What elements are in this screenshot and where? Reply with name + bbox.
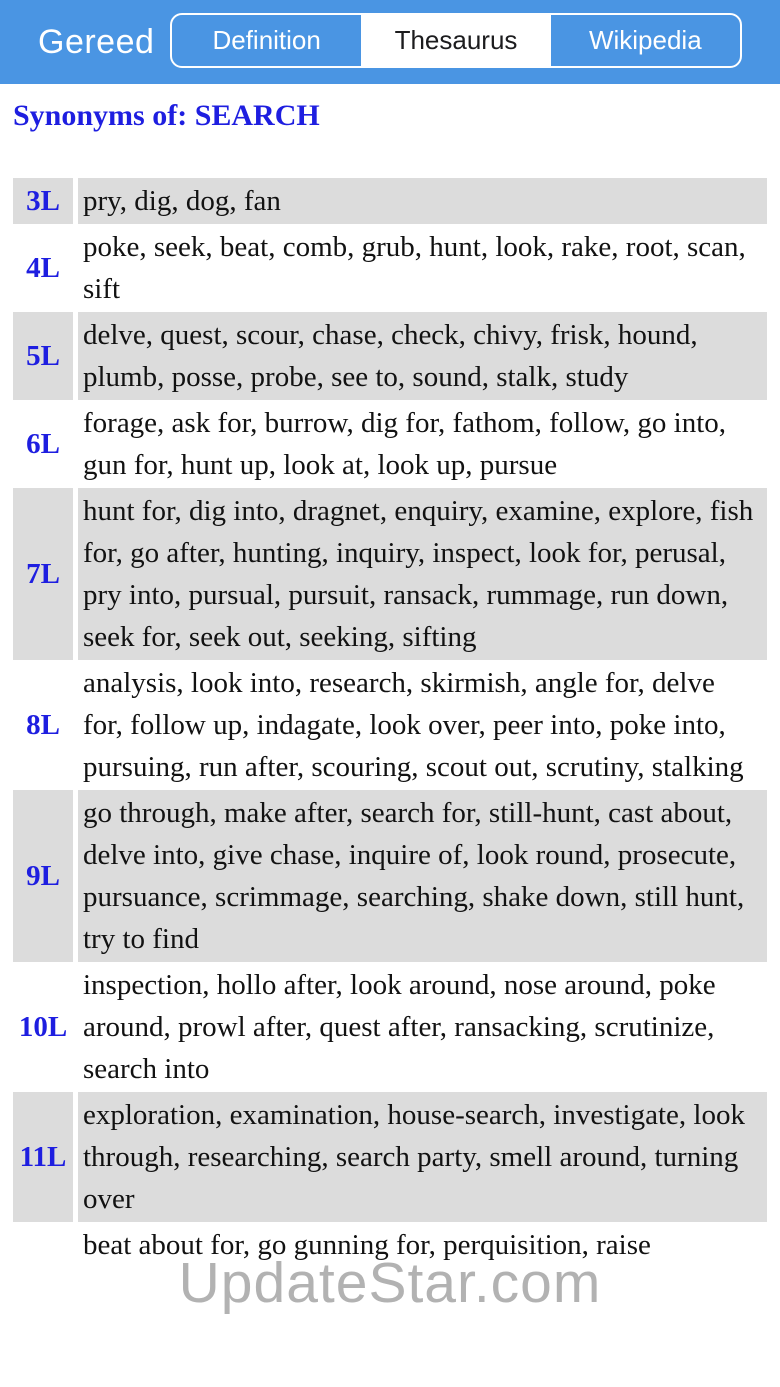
synonym-row-3l [13, 178, 767, 224]
letter-count-label: 6L [26, 427, 60, 460]
tab-thesaurus[interactable]: Thesaurus [361, 15, 550, 66]
thesaurus-list[interactable] [13, 178, 767, 1268]
tab-definition[interactable]: Definition [172, 15, 361, 66]
synonym-row-10l [13, 962, 767, 1092]
letter-count-label: 8L [26, 708, 60, 741]
synonym-row-11l [13, 1092, 767, 1222]
synonym-row-9l [13, 790, 767, 962]
tab-bar [170, 13, 742, 68]
letter-count-label: 5L [13, 312, 73, 400]
header-bar [0, 0, 780, 84]
letter-count-label: 9L [13, 790, 73, 962]
synonym-row-partial [13, 1222, 767, 1268]
letter-count-label: 4L [26, 251, 60, 284]
synonym-row-7l [13, 488, 767, 660]
synonym-words: go through, make after, search for, still-hunt, cast about, delve into, give chase, inquire of, look round, prosecute, pursuance, scrimmage, searching, shake down, still hunt, try to find [78, 790, 767, 962]
synonym-words: poke, seek, beat, comb, grub, hunt, look, rake, root, scan, sift [83, 231, 746, 305]
synonym-words: pry, dig, dog, fan [78, 178, 767, 224]
watermark: UpdateStar.com [178, 1251, 602, 1315]
synonym-row-8l [13, 660, 767, 790]
synonym-row-5l [13, 312, 767, 400]
letter-count-label: 7L [13, 488, 73, 660]
page-title: Synonyms of: SEARCH [13, 99, 320, 132]
synonym-words: forage, ask for, burrow, dig for, fathom, follow, go into, gun for, hunt up, look at, look up, pursue [83, 407, 727, 481]
letter-count-label: 10L [18, 1010, 68, 1043]
letter-count-label [13, 1222, 73, 1268]
synonym-words: analysis, look into, research, skirmish, angle for, delve for, follow up, indagate, look over, peer into, poke into, pursuing, run after, scouring, scout out, scrutiny, stalking [83, 667, 744, 783]
synonym-words: beat about for, go gunning for, perquisition, raise [83, 1229, 651, 1261]
letter-count-label: 3L [13, 178, 73, 224]
synonym-words: exploration, examination, house-search, investigate, look through, researching, search party, smell around, turning over [78, 1092, 767, 1222]
synonym-words: inspection, hollo after, look around, nose around, poke around, prowl after, quest after, ransacking, scrutinize, search into [83, 969, 716, 1085]
synonym-row-6l [13, 400, 767, 488]
synonym-words: hunt for, dig into, dragnet, enquiry, examine, explore, fish for, go after, hunting, inquiry, inspect, look for, perusal, pry into, pursual, pursuit, ransack, rummage, run down, seek for, seek out, seeking, sifting [78, 488, 767, 660]
letter-count-label: 11L [13, 1092, 73, 1222]
synonym-words: delve, quest, scour, chase, check, chivy, frisk, hound, plumb, posse, probe, see to, sound, stalk, study [78, 312, 767, 400]
synonym-row-4l [13, 224, 767, 312]
app-title: Gereed [38, 22, 155, 61]
tab-wikipedia[interactable]: Wikipedia [551, 15, 740, 66]
